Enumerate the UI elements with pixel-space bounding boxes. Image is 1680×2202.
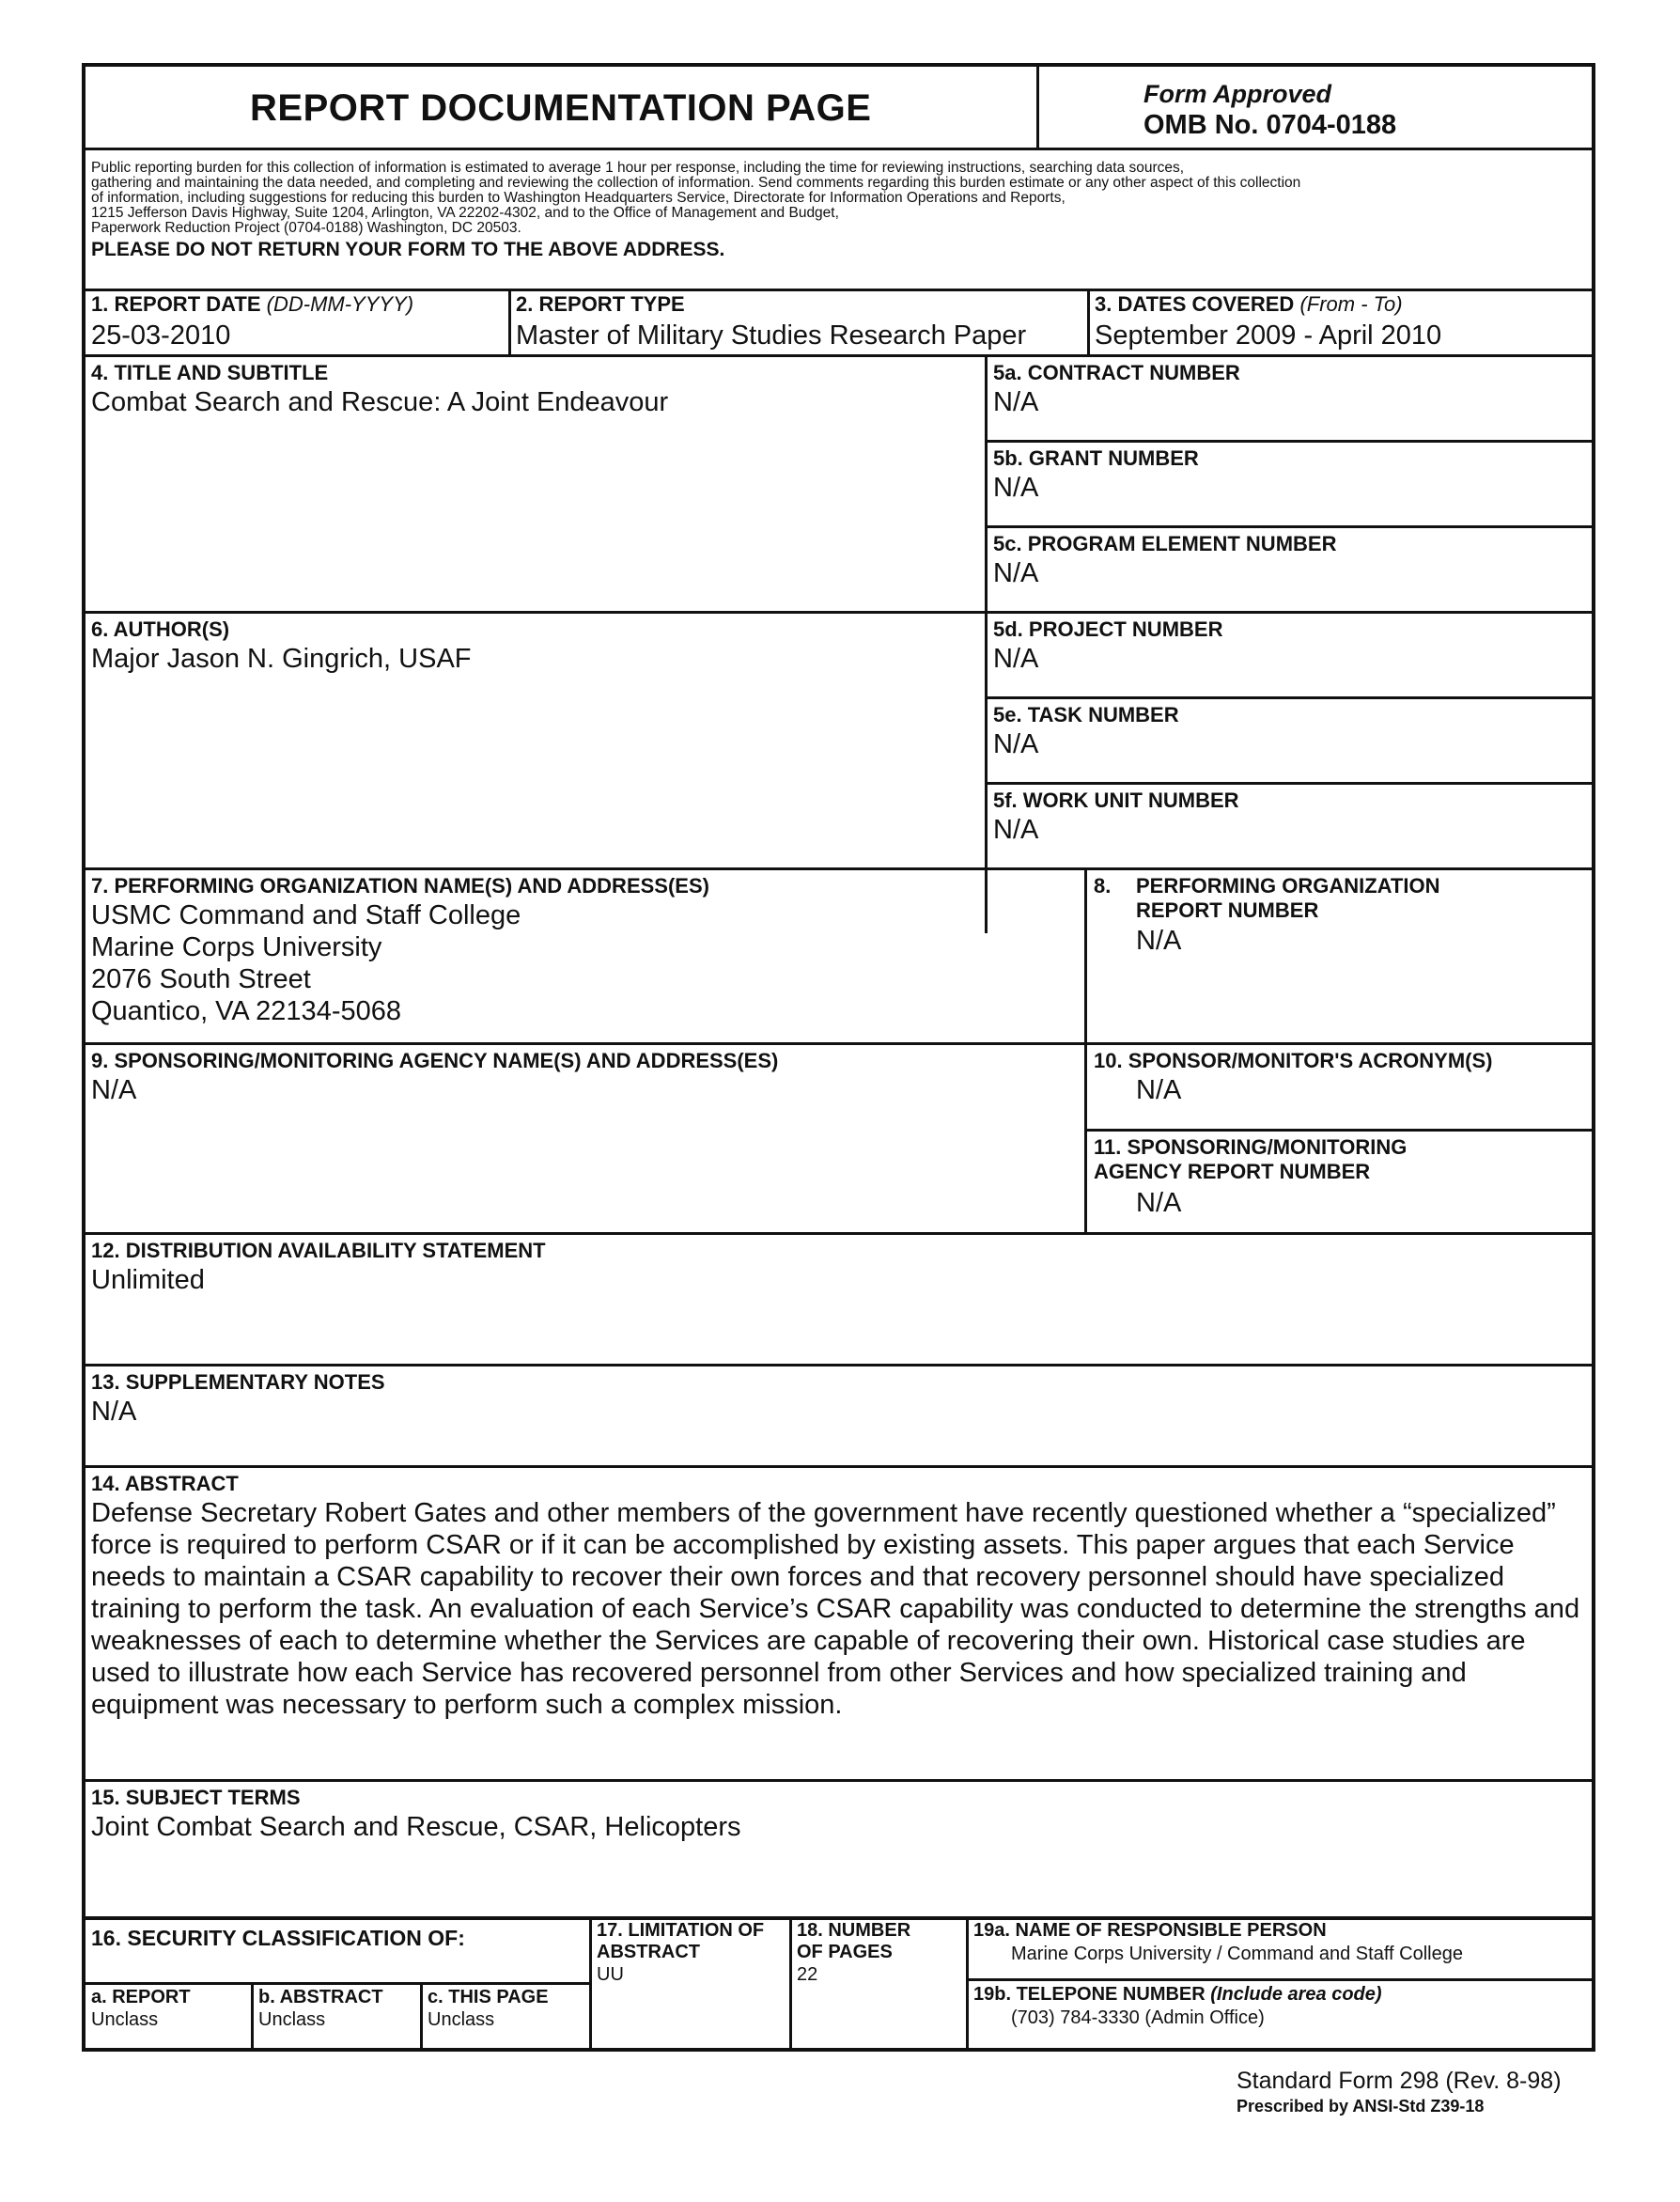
performing-org-label: 7. PERFORMING ORGANIZATION NAME(S) AND ADDRESS(ES) xyxy=(91,874,709,898)
responsible-person-value: Marine Corps University / Command and Staff College xyxy=(1011,1944,1463,1964)
pages-value: 22 xyxy=(797,1964,818,1985)
distribution-value: Unlimited xyxy=(91,1265,205,1295)
agency-report-number-label: 11. SPONSORING/MONITORING AGENCY REPORT NUMBER xyxy=(1094,1135,1408,1183)
limitation-label: 17. LIMITATION OF ABSTRACT xyxy=(597,1920,765,1962)
dates-covered-hint: (From - To) xyxy=(1299,292,1403,316)
row-rule xyxy=(86,354,1593,357)
grant-number-value: N/A xyxy=(993,473,1039,503)
work-unit-value: N/A xyxy=(993,815,1039,845)
row-rule xyxy=(966,1978,1593,1981)
report-date-label: 1. REPORT DATE (DD-MM-YYYY) xyxy=(91,292,414,316)
perf-report-number-index: 8. xyxy=(1094,874,1112,898)
report-class-label: a. REPORT xyxy=(91,1987,191,2007)
project-number-label: 5d. PROJECT NUMBER xyxy=(993,617,1223,641)
row-rule xyxy=(86,1982,589,1985)
grant-number-label: 5b. GRANT NUMBER xyxy=(993,446,1199,470)
burden-notice: Public reporting burden for this collection of information is estimated to average 1 hour per response, including the time for reviewing instructions, searching data sources, gathering and maintaining the data needed, and completing and reviewing the collection of information. Send comments regarding this burden estimate or any other aspect of this collection of information, including suggestions for reducing this burden to Washington Headquarters Service, Directorate for Information Operations and Reports, 1215 Jefferson Davis Highway, Suite 1204, Arlington, VA 22202-4302, and to the Office of Management and Budget, Paperwork Reduction Project (0704-0188) Washington, DC 20503. xyxy=(91,160,1301,236)
abstract-class-value: Unclass xyxy=(258,2009,326,2030)
column-rule xyxy=(789,1916,792,2052)
column-rule xyxy=(1084,867,1087,1232)
report-type-label: 2. REPORT TYPE xyxy=(516,292,685,316)
abstract-label: 14. ABSTRACT xyxy=(91,1472,239,1495)
contract-number-value: N/A xyxy=(993,387,1039,417)
header-divider xyxy=(1036,67,1039,148)
perf-report-number-label: PERFORMING ORGANIZATION REPORT NUMBER xyxy=(1136,874,1440,922)
form-name: Standard Form 298 (Rev. 8-98) xyxy=(1237,2068,1562,2094)
row-rule xyxy=(985,696,1593,699)
project-number-value: N/A xyxy=(993,644,1039,674)
report-documentation-form xyxy=(82,63,1595,2052)
sponsor-acronym-label: 10. SPONSOR/MONITOR'S ACRONYM(S) xyxy=(1094,1049,1493,1072)
page-title: REPORT DOCUMENTATION PAGE xyxy=(250,87,872,129)
telephone-label: 19b. TELEPONE NUMBER (Include area code) xyxy=(973,1984,1382,2005)
dates-covered-value: September 2009 - April 2010 xyxy=(1095,320,1442,351)
page-class-value: Unclass xyxy=(428,2009,495,2030)
performing-org-value: USMC Command and Staff College Marine Corps University 2076 South Street Quantico, VA 22134-5068 xyxy=(91,900,521,1026)
report-class-value: Unclass xyxy=(91,2009,159,2030)
row-rule xyxy=(985,440,1593,443)
dates-covered-label: 3. DATES COVERED (From - To) xyxy=(1095,292,1403,316)
subject-terms-value: Joint Combat Search and Rescue, CSAR, Helicopters xyxy=(91,1812,741,1842)
form-approved-label: Form Approved xyxy=(1143,80,1332,108)
row-rule xyxy=(86,1779,1593,1782)
page-class-label: c. THIS PAGE xyxy=(428,1987,549,2007)
column-rule xyxy=(1087,289,1090,354)
row-rule xyxy=(1084,1129,1593,1132)
omb-number: OMB No. 0704-0188 xyxy=(1143,110,1397,140)
author-label: 6. AUTHOR(S) xyxy=(91,617,230,641)
report-date-value: 25-03-2010 xyxy=(91,320,231,351)
row-rule xyxy=(985,525,1593,528)
author-value: Major Jason N. Gingrich, USAF xyxy=(91,644,472,674)
row-rule xyxy=(86,1364,1593,1366)
agency-report-number-value: N/A xyxy=(1136,1188,1182,1218)
prescribed-by: Prescribed by ANSI-Std Z39-18 xyxy=(1237,2097,1485,2116)
column-rule xyxy=(420,1982,423,2052)
supplementary-notes-value: N/A xyxy=(91,1397,137,1427)
task-number-label: 5e. TASK NUMBER xyxy=(993,703,1179,726)
perf-report-number-value: N/A xyxy=(1136,926,1182,956)
column-rule xyxy=(589,1916,592,2052)
telephone-hint: (Include area code) xyxy=(1210,1984,1382,2005)
report-date-hint: (DD-MM-YYYY) xyxy=(266,292,414,316)
work-unit-label: 5f. WORK UNIT NUMBER xyxy=(993,789,1239,812)
title-value: Combat Search and Rescue: A Joint Endeavour xyxy=(91,387,669,417)
telephone-value: (703) 784-3330 (Admin Office) xyxy=(1011,2007,1265,2028)
column-rule xyxy=(966,1916,969,2052)
row-rule xyxy=(86,1465,1593,1468)
row-rule xyxy=(86,1232,1593,1235)
limitation-value: UU xyxy=(597,1964,624,1985)
row-rule xyxy=(86,611,1593,614)
return-warning: PLEASE DO NOT RETURN YOUR FORM TO THE ABOVE ADDRESS. xyxy=(91,239,725,260)
abstract-text: Defense Secretary Robert Gates and other members of the government have recently questioned whether a “specialized” force is required to perform CSAR or if it can be accomplished by existing assets. This paper argues that each Service needs to maintain a CSAR capability to recover their own forces and that recovery personnel should have specialized training to perform the task. An evaluation of each Service’s CSAR capability was conducted to determine the strengths and weaknesses of each to determine whether the Services are capable of recovering their own. Historical case studies are used to illustrate how each Service has recovered personnel from other Services and how specialized training and equipment was necessary to perform such a complex mission. xyxy=(91,1498,1580,1720)
subject-terms-label: 15. SUBJECT TERMS xyxy=(91,1786,301,1809)
sponsoring-agency-label: 9. SPONSORING/MONITORING AGENCY NAME(S) AND ADDRESS(ES) xyxy=(91,1049,779,1072)
report-type-value: Master of Military Studies Research Paper xyxy=(516,320,1027,351)
row-rule xyxy=(86,867,1593,870)
security-classification-label: 16. SECURITY CLASSIFICATION OF: xyxy=(91,1926,465,1950)
supplementary-notes-label: 13. SUPPLEMENTARY NOTES xyxy=(91,1370,385,1394)
column-rule xyxy=(508,289,511,354)
row-rule xyxy=(86,289,1593,291)
column-rule xyxy=(251,1982,254,2052)
program-element-value: N/A xyxy=(993,558,1039,588)
row-rule xyxy=(985,782,1593,785)
pages-label: 18. NUMBER OF PAGES xyxy=(797,1920,911,1962)
sponsor-acronym-value: N/A xyxy=(1136,1075,1182,1105)
program-element-label: 5c. PROGRAM ELEMENT NUMBER xyxy=(993,532,1337,555)
responsible-person-label: 19a. NAME OF RESPONSIBLE PERSON xyxy=(973,1920,1327,1941)
task-number-value: N/A xyxy=(993,729,1039,759)
contract-number-label: 5a. CONTRACT NUMBER xyxy=(993,361,1240,384)
header-rule xyxy=(86,148,1593,150)
distribution-label: 12. DISTRIBUTION AVAILABILITY STATEMENT xyxy=(91,1239,546,1262)
sponsoring-agency-value: N/A xyxy=(91,1075,137,1105)
abstract-class-label: b. ABSTRACT xyxy=(258,1987,383,2007)
row-rule xyxy=(86,1042,1593,1045)
title-label: 4. TITLE AND SUBTITLE xyxy=(91,361,329,384)
